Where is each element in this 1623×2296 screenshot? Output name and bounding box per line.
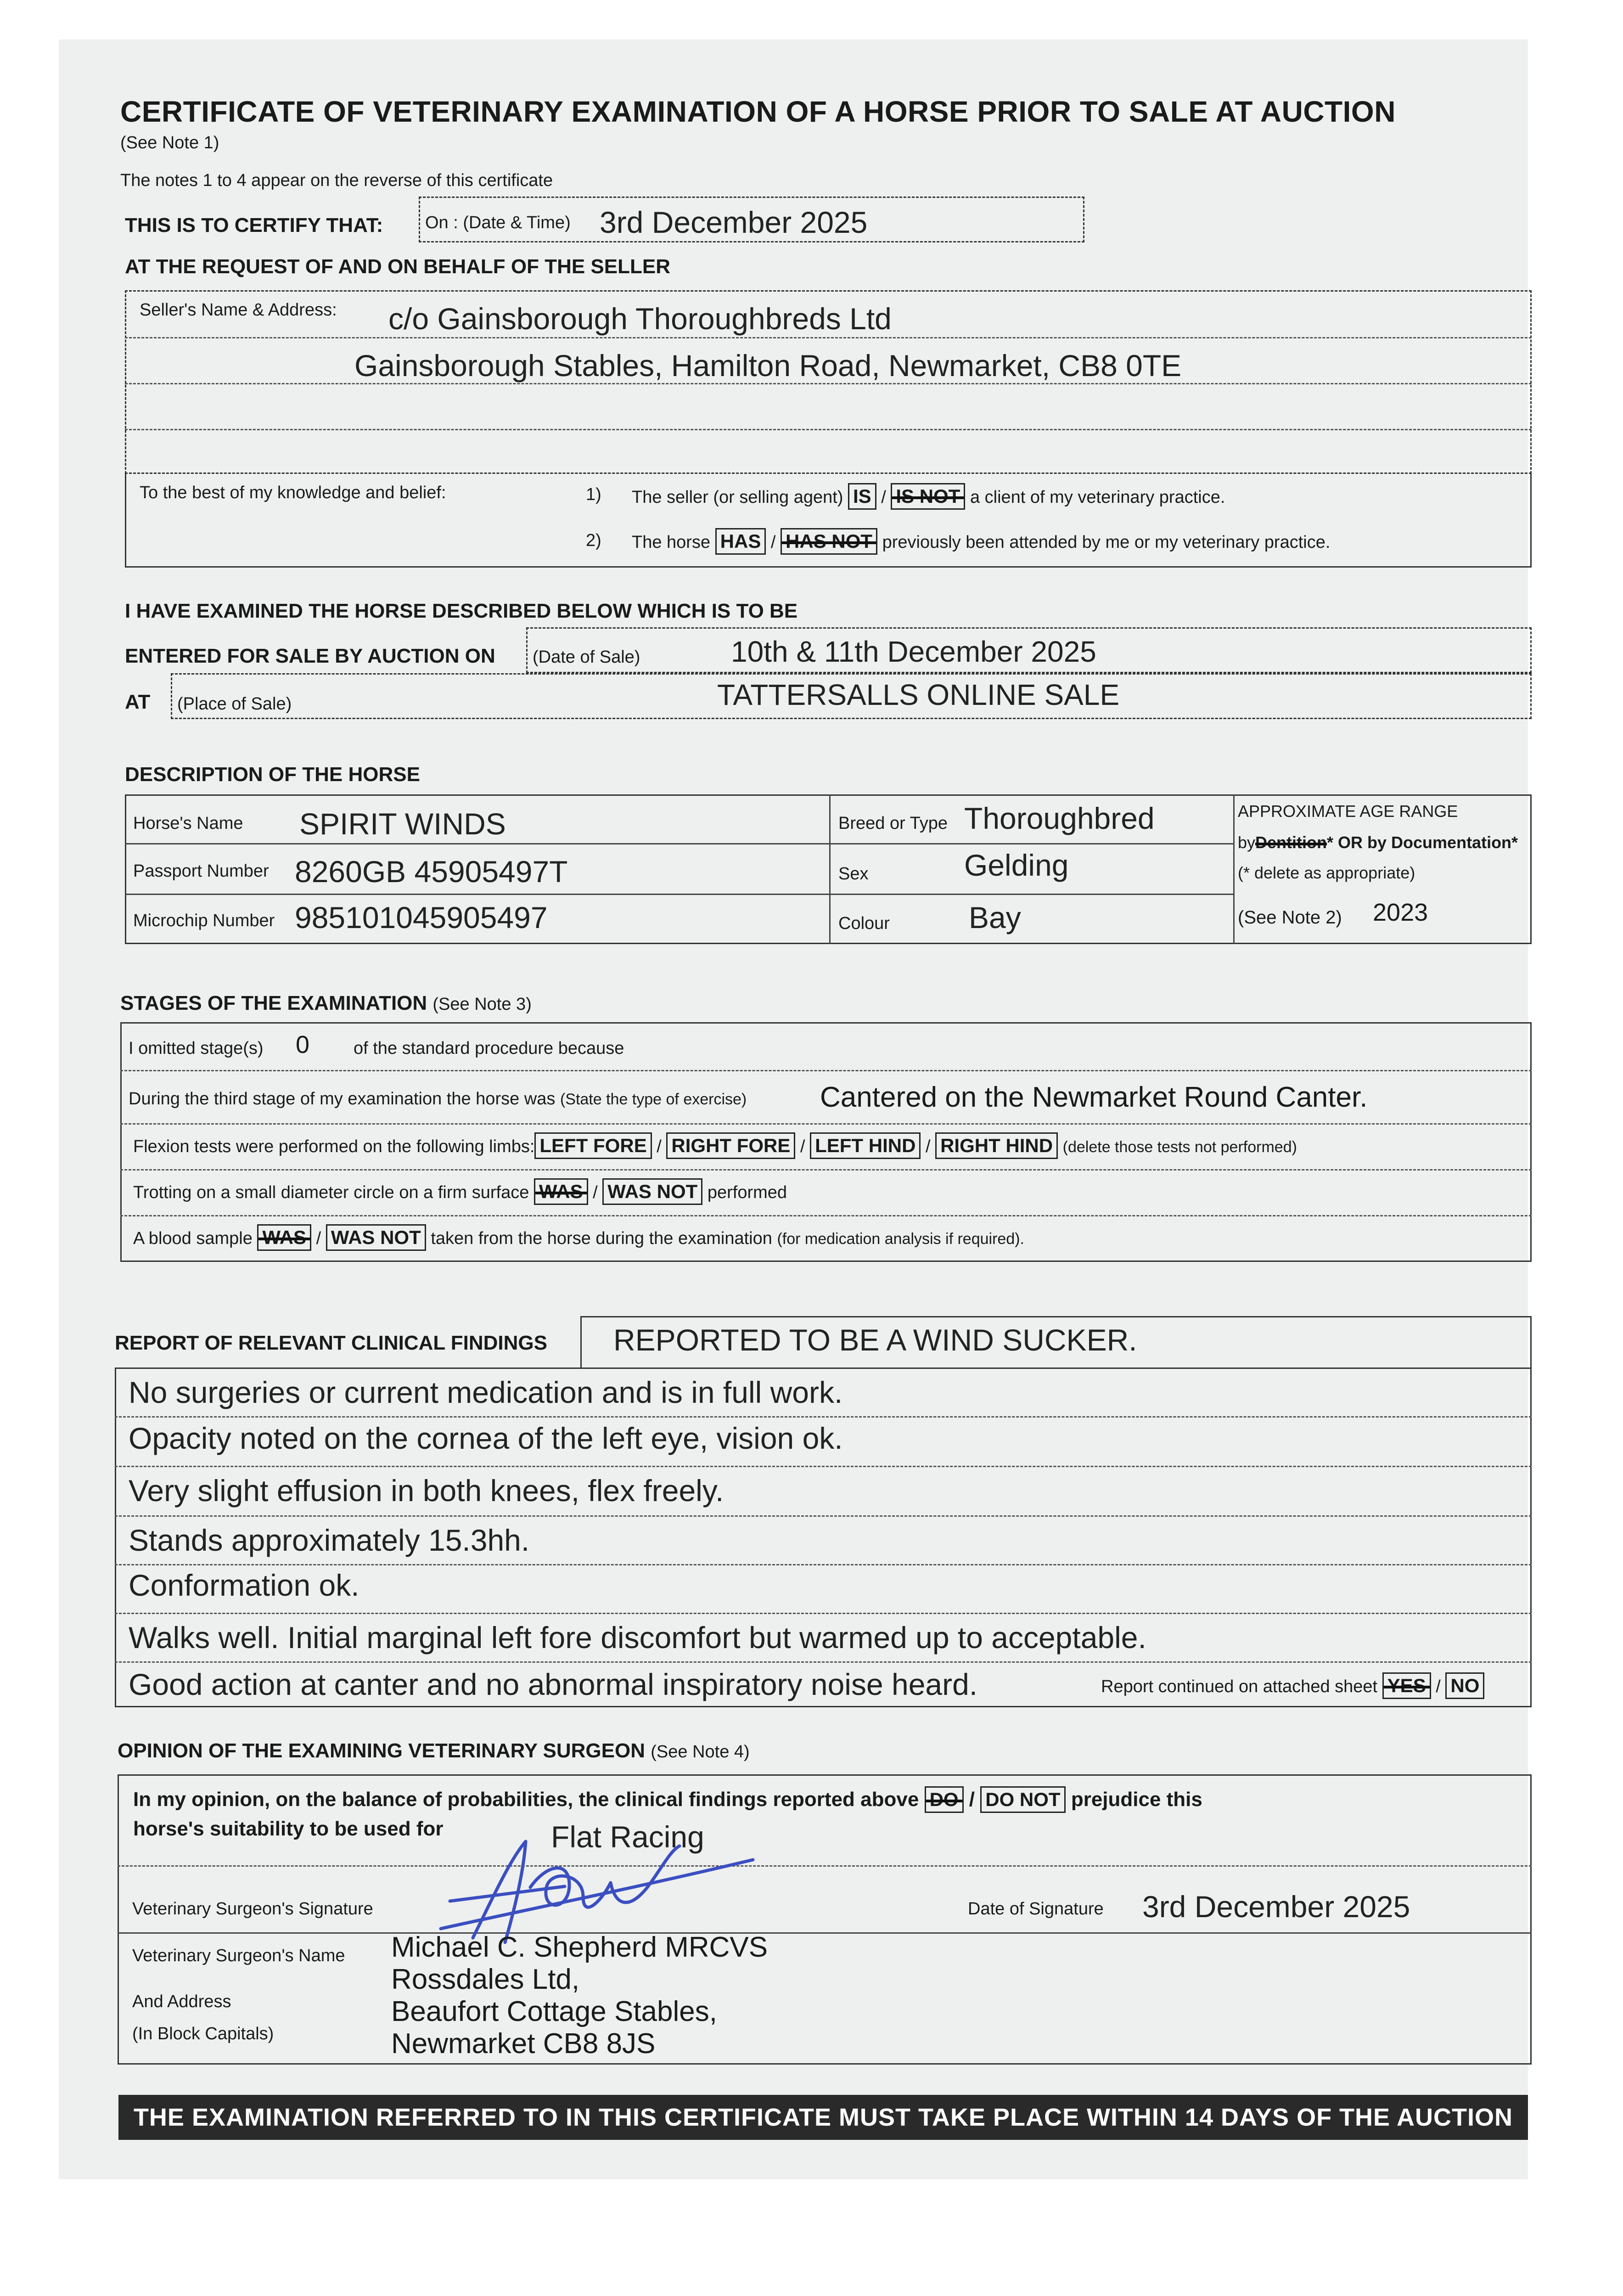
flexion-pre: Flexion tests were performed on the following limbs: <box>133 1137 535 1156</box>
report-line: Conformation ok. <box>129 1568 359 1602</box>
signature-date-value: 3rd December 2025 <box>1142 1890 1410 1924</box>
report-line: Very slight effusion in both knees, flex freely. <box>129 1474 724 1508</box>
seller-label: Seller's Name & Address: <box>140 300 337 320</box>
blood-small: (for medication analysis if required). <box>777 1230 1024 1248</box>
belief-item2-post: previously been attended by me or my veterinary practice. <box>882 533 1331 552</box>
trot-was-option[interactable]: WAS <box>534 1178 588 1205</box>
continued-yes-option[interactable]: YES <box>1382 1672 1431 1699</box>
report-heading: REPORT OF RELEVANT CLINICAL FINDINGS <box>115 1332 547 1354</box>
vet-name-block <box>391 1931 768 2060</box>
see-note-1: (See Note 1) <box>120 133 219 152</box>
third-stage-small: (State the type of exercise) <box>560 1091 747 1108</box>
horse-name-label: Horse's Name <box>133 814 243 833</box>
age-by: by <box>1238 833 1256 852</box>
description-heading: DESCRIPTION OF THE HORSE <box>125 763 420 786</box>
certify-date-value: 3rd December 2025 <box>600 205 868 239</box>
belief-item2 <box>632 528 1330 555</box>
age-see-note: (See Note 2) <box>1238 907 1342 928</box>
opinion-heading: OPINION OF THE EXAMINING VETERINARY SURGEON <box>118 1739 646 1762</box>
flexion-right-hind[interactable]: RIGHT HIND <box>935 1132 1058 1159</box>
breed-value: Thoroughbred <box>964 801 1155 835</box>
microchip-value: 985101045905497 <box>295 900 548 934</box>
opinion-note: (See Note 4) <box>651 1742 750 1761</box>
colour-label: Colour <box>838 914 890 933</box>
omitted-pre: I omitted stage(s) <box>129 1039 264 1058</box>
sale-place-value: TATTERSALLS ONLINE SALE <box>717 678 1120 711</box>
belief-item1-post: a client of my veterinary practice. <box>970 488 1225 507</box>
certificate-title: CERTIFICATE OF VETERINARY EXAMINATION OF A HORSE PRIOR TO SALE AT AUCTION <box>120 95 1396 128</box>
age-heading: APPROXIMATE AGE RANGE <box>1238 802 1458 821</box>
microchip-label: Microchip Number <box>133 911 275 930</box>
trot-was-not-option[interactable]: WAS NOT <box>602 1178 702 1205</box>
report-continued: Report continued on attached sheet YES / NO <box>1101 1672 1484 1699</box>
opinion-do-option[interactable]: DO <box>925 1786 964 1813</box>
opinion-heading-row <box>118 1739 750 1762</box>
seller-is-not-option[interactable]: IS NOT <box>891 483 965 510</box>
report-line: Stands approximately 15.3hh. <box>129 1523 530 1557</box>
deadline-banner: THE EXAMINATION REFERRED TO IN THIS CERTIFICATE MUST TAKE PLACE WITHIN 14 DAYS OF THE AUCTION <box>118 2095 1528 2140</box>
third-stage-pre: During the third stage of my examination the horse was <box>129 1089 556 1109</box>
belief-item1 <box>632 483 1225 510</box>
flexion-right-fore[interactable]: RIGHT FORE <box>666 1132 795 1159</box>
request-heading: AT THE REQUEST OF AND ON BEHALF OF THE SELLER <box>125 255 670 278</box>
blood-row: A blood sample WAS / WAS NOT taken from the horse during the examination (for medication analysis if required). <box>133 1224 1024 1251</box>
opinion-text-post: prejudice this <box>1071 1788 1202 1811</box>
third-stage-label <box>129 1089 747 1109</box>
horse-has-not-option[interactable]: HAS NOT <box>781 528 877 555</box>
seller-name: c/o Gainsborough Thoroughbreds Ltd <box>388 302 892 336</box>
horse-has-option[interactable]: HAS <box>715 528 766 555</box>
third-stage-value: Cantered on the Newmarket Round Canter. <box>820 1081 1368 1113</box>
trot-row: Trotting on a small diameter circle on a firm surface WAS / WAS NOT performed <box>133 1178 787 1205</box>
report-first-line: REPORTED TO BE A WIND SUCKER. <box>613 1323 1137 1357</box>
vet-address-label-2: (In Block Capitals) <box>132 2024 274 2043</box>
continued-no-option[interactable]: NO <box>1445 1672 1484 1699</box>
notes-line: The notes 1 to 4 appear on the reverse of this certificate <box>120 171 553 190</box>
belief-item2-pre: The horse <box>632 533 711 552</box>
vet-name-line: Beaufort Cottage Stables, <box>391 1996 718 2027</box>
colour-value: Bay <box>969 900 1021 934</box>
stages-heading: STAGES OF THE EXAMINATION <box>120 992 427 1014</box>
certify-on-label: On : (Date & Time) <box>425 213 571 232</box>
blood-post: taken from the horse during the examination <box>431 1229 772 1248</box>
belief-item2-num: 2) <box>586 531 601 550</box>
vet-name-line: Newmarket CB8 8JS <box>391 2028 656 2060</box>
seller-address: Gainsborough Stables, Hamilton Road, Newmarket, CB8 0TE <box>354 349 1182 383</box>
signature-label: Veterinary Surgeon's Signature <box>132 1899 373 1919</box>
report-line: Good action at canter and no abnormal inspiratory noise heard. <box>129 1667 978 1701</box>
blood-was-not-option[interactable]: WAS NOT <box>326 1224 426 1251</box>
trot-pre: Trotting on a small diameter circle on a firm surface <box>133 1183 529 1202</box>
age-value: 2023 <box>1373 899 1428 926</box>
report-continued-label: Report continued on attached sheet <box>1101 1677 1378 1696</box>
opinion-use-value: Flat Racing <box>551 1820 704 1854</box>
certify-label: THIS IS TO CERTIFY THAT: <box>125 214 383 236</box>
breed-label: Breed or Type <box>838 814 948 833</box>
sex-label: Sex <box>838 864 869 884</box>
opinion-do-not-option[interactable]: DO NOT <box>980 1786 1065 1813</box>
sale-place-label: (Place of Sale) <box>177 694 292 714</box>
blood-was-option[interactable]: WAS <box>257 1224 311 1251</box>
sale-date-value: 10th & 11th December 2025 <box>731 635 1096 668</box>
examined-line2: ENTERED FOR SALE BY AUCTION ON <box>125 645 495 667</box>
opinion-line2: horse's suitability to be used for <box>133 1818 444 1840</box>
passport-label: Passport Number <box>133 861 269 881</box>
flexion-left-fore[interactable]: LEFT FORE <box>534 1132 651 1159</box>
flexion-left-hind[interactable]: LEFT HIND <box>810 1132 921 1159</box>
stages-heading-row <box>120 992 532 1015</box>
belief-item1-pre: The seller (or selling agent) <box>632 488 843 507</box>
examined-line1: I HAVE EXAMINED THE HORSE DESCRIBED BELOW WHICH IS TO BE <box>125 600 798 622</box>
report-line: No surgeries or current medication and is in full work. <box>129 1375 843 1409</box>
report-line: Walks well. Initial marginal left fore discomfort but warmed up to acceptable. <box>129 1621 1146 1654</box>
vet-name-line: Michael C. Shepherd MRCVS <box>391 1931 768 1963</box>
belief-item1-sep: / <box>881 488 886 507</box>
flexion-post: (delete those tests not performed) <box>1062 1138 1297 1156</box>
vet-address-label-1: And Address <box>132 1992 231 2011</box>
flexion-row: Flexion tests were performed on the following limbs: LEFT FORE / RIGHT FORE / LEFT HIND / RIGHT HIND (delete those tests not performed) <box>133 1132 1297 1159</box>
age-documentation: * OR by Documentation* <box>1327 833 1518 852</box>
report-line: Opacity noted on the cornea of the left eye, vision ok. <box>129 1421 843 1455</box>
horse-name-value: SPIRIT WINDS <box>299 807 506 841</box>
age-dentition-struck[interactable]: Dentition <box>1255 833 1327 852</box>
sex-value: Gelding <box>964 848 1069 882</box>
opinion-text-row: In my opinion, on the balance of probabilities, the clinical findings reported above DO / DO NOT prejudice this <box>133 1786 1202 1813</box>
age-method <box>1238 833 1518 852</box>
at-label: AT <box>125 691 151 713</box>
belief-item2-sep: / <box>770 533 776 552</box>
age-delete-note: (* delete as appropriate) <box>1238 863 1415 882</box>
blood-pre: A blood sample <box>133 1229 253 1248</box>
signature-date-label: Date of Signature <box>968 1899 1104 1919</box>
omitted-post: of the standard procedure because <box>354 1039 624 1058</box>
vet-name-label: Veterinary Surgeon's Name <box>132 1946 345 1965</box>
passport-value: 8260GB 45905497T <box>295 855 568 889</box>
sale-date-label: (Date of Sale) <box>533 647 640 667</box>
belief-item1-num: 1) <box>586 485 601 504</box>
opinion-text-pre: In my opinion, on the balance of probabilities, the clinical findings reported above <box>133 1788 919 1811</box>
seller-is-option[interactable]: IS <box>848 483 876 510</box>
trot-post: performed <box>707 1183 787 1202</box>
belief-label: To the best of my knowledge and belief: <box>140 483 446 502</box>
omitted-value: 0 <box>296 1031 310 1058</box>
stages-note: (See Note 3) <box>432 995 532 1014</box>
vet-name-line: Rossdales Ltd, <box>391 1964 580 1995</box>
